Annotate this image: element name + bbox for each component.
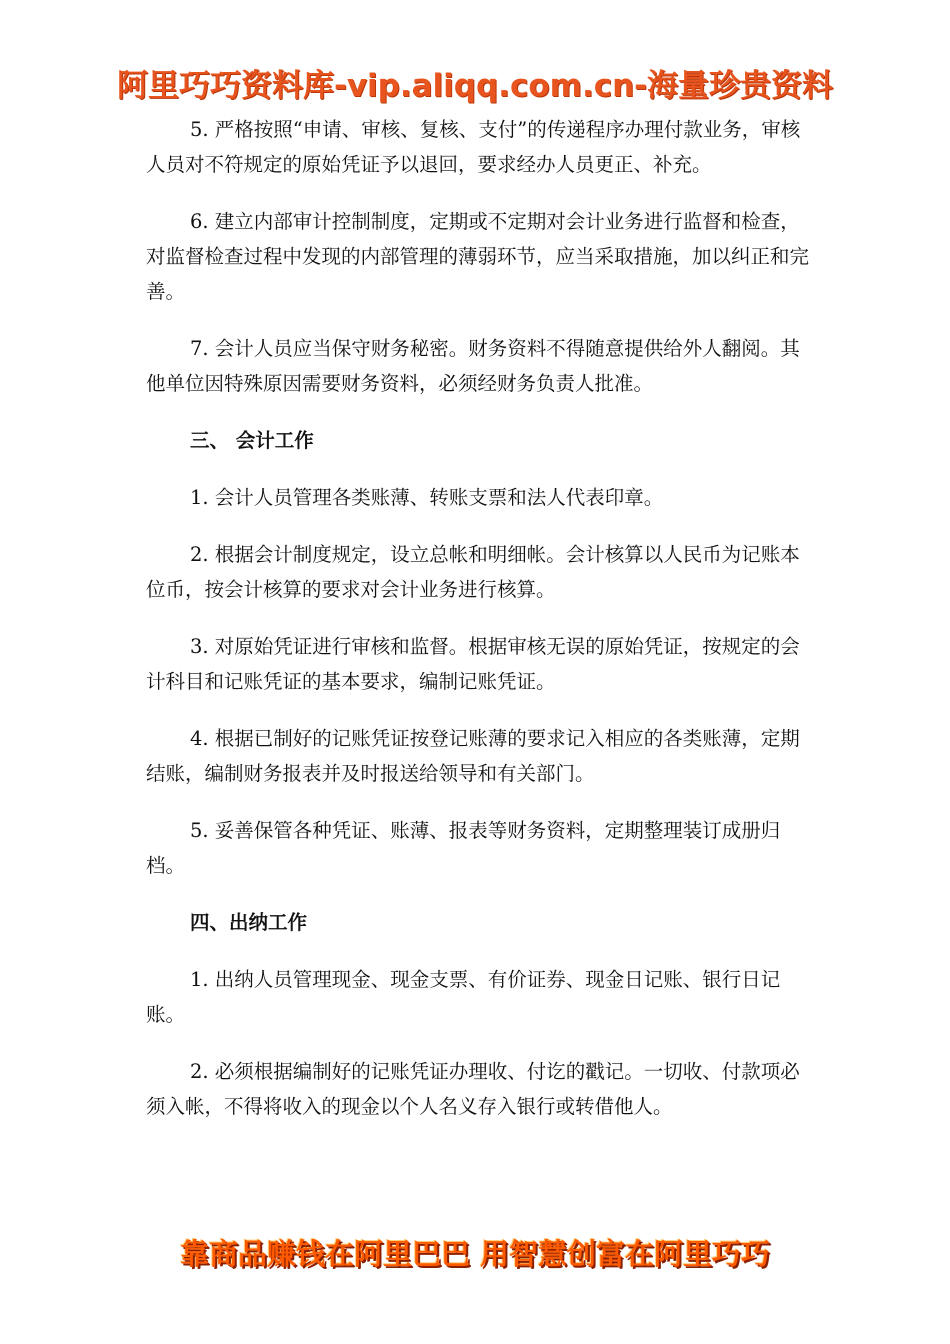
section-heading: 四、出纳工作 bbox=[190, 911, 308, 934]
paragraph: 2. 必须根据编制好的记账凭证办理收、付讫的戳记。一切收、付款项必须入帐，不得将收入的现金以个人名义存入银行或转借他人。 bbox=[146, 1060, 800, 1118]
paragraph: 6. 建立内部审计控制制度，定期或不定期对会计业务进行监督和检查，对监督检查过程中发现的内部管理的薄弱环节，应当采取措施，加以纠正和完善。 bbox=[146, 210, 810, 303]
paragraph: 7. 会计人员应当保守财务秘密。财务资料不得随意提供给外人翻阅。其他单位因特殊原因需要财务资料，必须经财务负责人批准。 bbox=[146, 337, 800, 395]
paragraph: 4. 根据已制好的记账凭证按登记账薄的要求记入相应的各类账薄，定期结账，编制财务报表并及时报送给领导和有关部门。 bbox=[146, 727, 800, 785]
paragraph: 1. 出纳人员管理现金、现金支票、有价证券、现金日记账、银行日记账。 bbox=[146, 968, 781, 1026]
paragraph: 3. 对原始凭证进行审核和监督。根据审核无误的原始凭证，按规定的会计科目和记账凭证的基本要求，编制记账凭证。 bbox=[146, 635, 800, 693]
paragraph: 2. 根据会计制度规定，设立总帐和明细帐。会计核算以人民币为记账本位币，按会计核算的要求对会计业务进行核算。 bbox=[146, 543, 800, 601]
paragraph: 5. 严格按照“申请、审核、复核、支付”的传递程序办理付款业务，审核人员对不符规定的原始凭证予以退回，要求经办人员更正、补充。 bbox=[146, 118, 801, 176]
section-heading: 三、 会计工作 bbox=[190, 429, 314, 452]
paragraph: 1. 会计人员管理各类账薄、转账支票和法人代表印章。 bbox=[190, 486, 664, 509]
footer-banner: 靠商品赚钱在阿里巴巴 用智慧创富在阿里巧巧 bbox=[179, 1237, 771, 1271]
paragraph: 5. 妥善保管各种凭证、账薄、报表等财务资料，定期整理装订成册归档。 bbox=[146, 819, 781, 877]
document-body bbox=[146, 112, 814, 1146]
header-banner: 阿里巧巧资料库-vip.aliqq.com.cn-海量珍贵资料 bbox=[116, 68, 834, 104]
